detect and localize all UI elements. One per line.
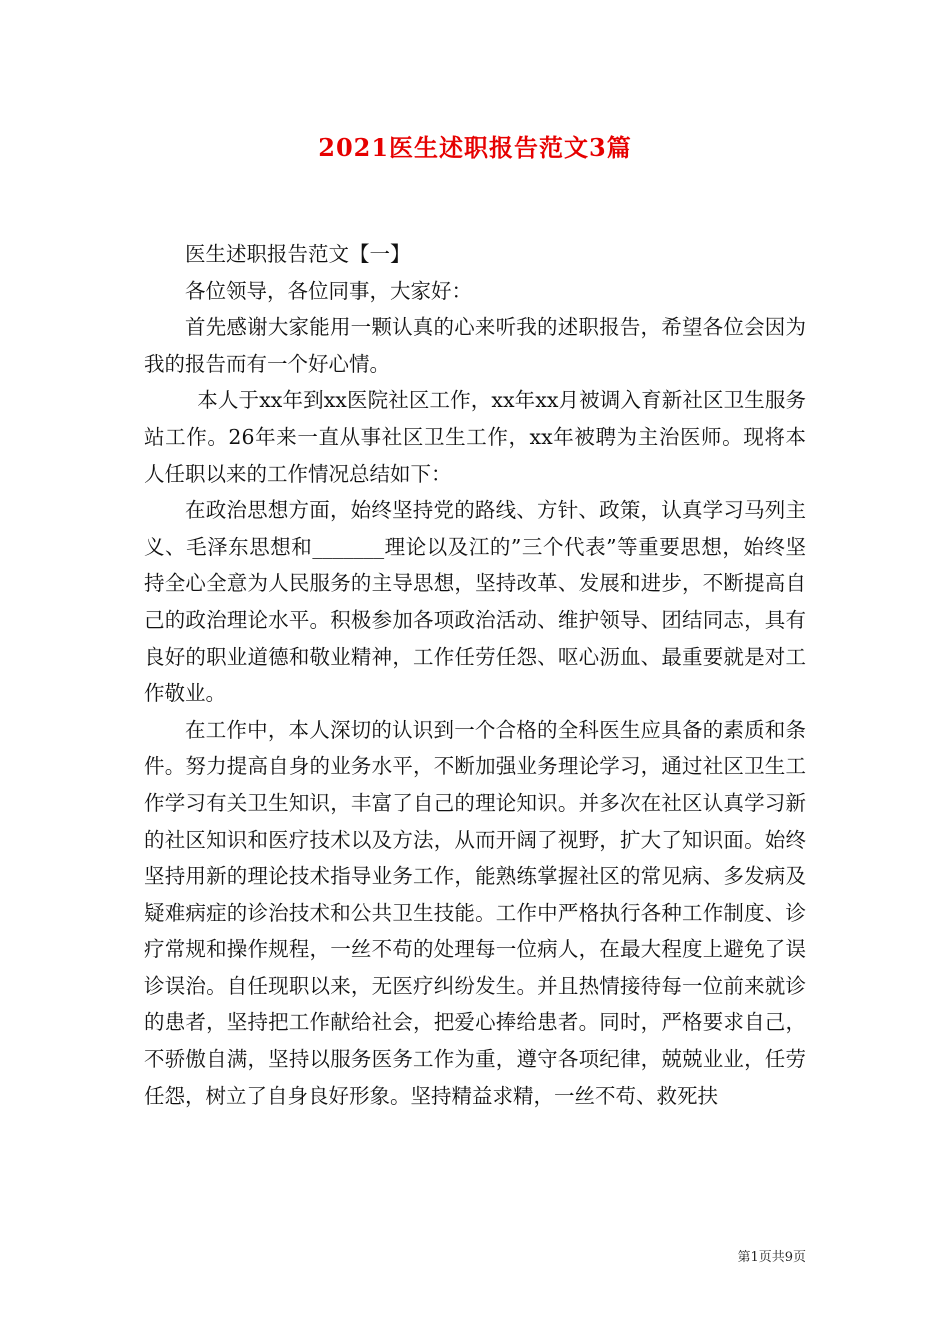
document-title: 2021医生述职报告范文3篇 bbox=[318, 133, 632, 162]
paragraph-intro: 首先感谢大家能用一颗认真的心来听我的述职报告，希望各位会因为我的报告而有一个好心情。 bbox=[144, 315, 806, 376]
paragraph-work: 在工作中，本人深切的认识到一个合格的全科医生应具备的素质和条件。努力提高自身的业务水平，不断加强业务理论学习，通过社区卫生工作学习有关卫生知识，丰富了自己的理论知识。并多次在社区认真学习新的社区知识和医疗技术以及方法，从而开阔了视野，扩大了知识面。始终坚持用新的理论技术指导业务工作，能熟练掌握社区的常见病、多发病及疑难病症的诊治技术和公共卫生技能。工作中严格执行各种工作制度、诊疗常规和操作规程，一丝不苟的处理每一位病人，在最大程度上避免了误诊误治。自任现职以来，无医疗纠纷发生。并且热情接待每一位前来就诊的患者，坚持把工作献给社会，把爱心捧给患者。同时，严格要求自己，不骄傲自满，坚持以服务医务工作为重，遵守各项纪律，兢兢业业，任劳任怨，树立了自身良好形象。坚持精益求精，一丝不苟、救死扶 bbox=[144, 717, 806, 1108]
document-body bbox=[144, 236, 806, 1114]
paragraph-background: 本人于xx年到xx医院社区工作，xx年xx月被调入育新社区卫生服务站工作。26年来一直从事社区卫生工作，xx年被聘为主治医师。现将本人任职以来的工作情况总结如下： bbox=[144, 388, 806, 486]
paragraph-political: 在政治思想方面，始终坚持党的路线、方针、政策，认真学习马列主义、毛泽东思想和_______理论以及江的”三个代表”等重要思想，始终坚持全心全意为人民服务的主导思想，坚持改革、发展和进步，不断提高自己的政治理论水平。积极参加各项政治活动、维护领导、团结同志，具有良好的职业道德和敬业精神，工作任劳任怨、呕心沥血、最重要就是对工作敬业。 bbox=[144, 498, 806, 706]
greeting-line: 各位领导，各位同事，大家好： bbox=[185, 278, 472, 303]
section-heading: 医生述职报告范文【一】 bbox=[185, 242, 411, 266]
page-footer: 第1页共9页 bbox=[737, 1250, 806, 1265]
